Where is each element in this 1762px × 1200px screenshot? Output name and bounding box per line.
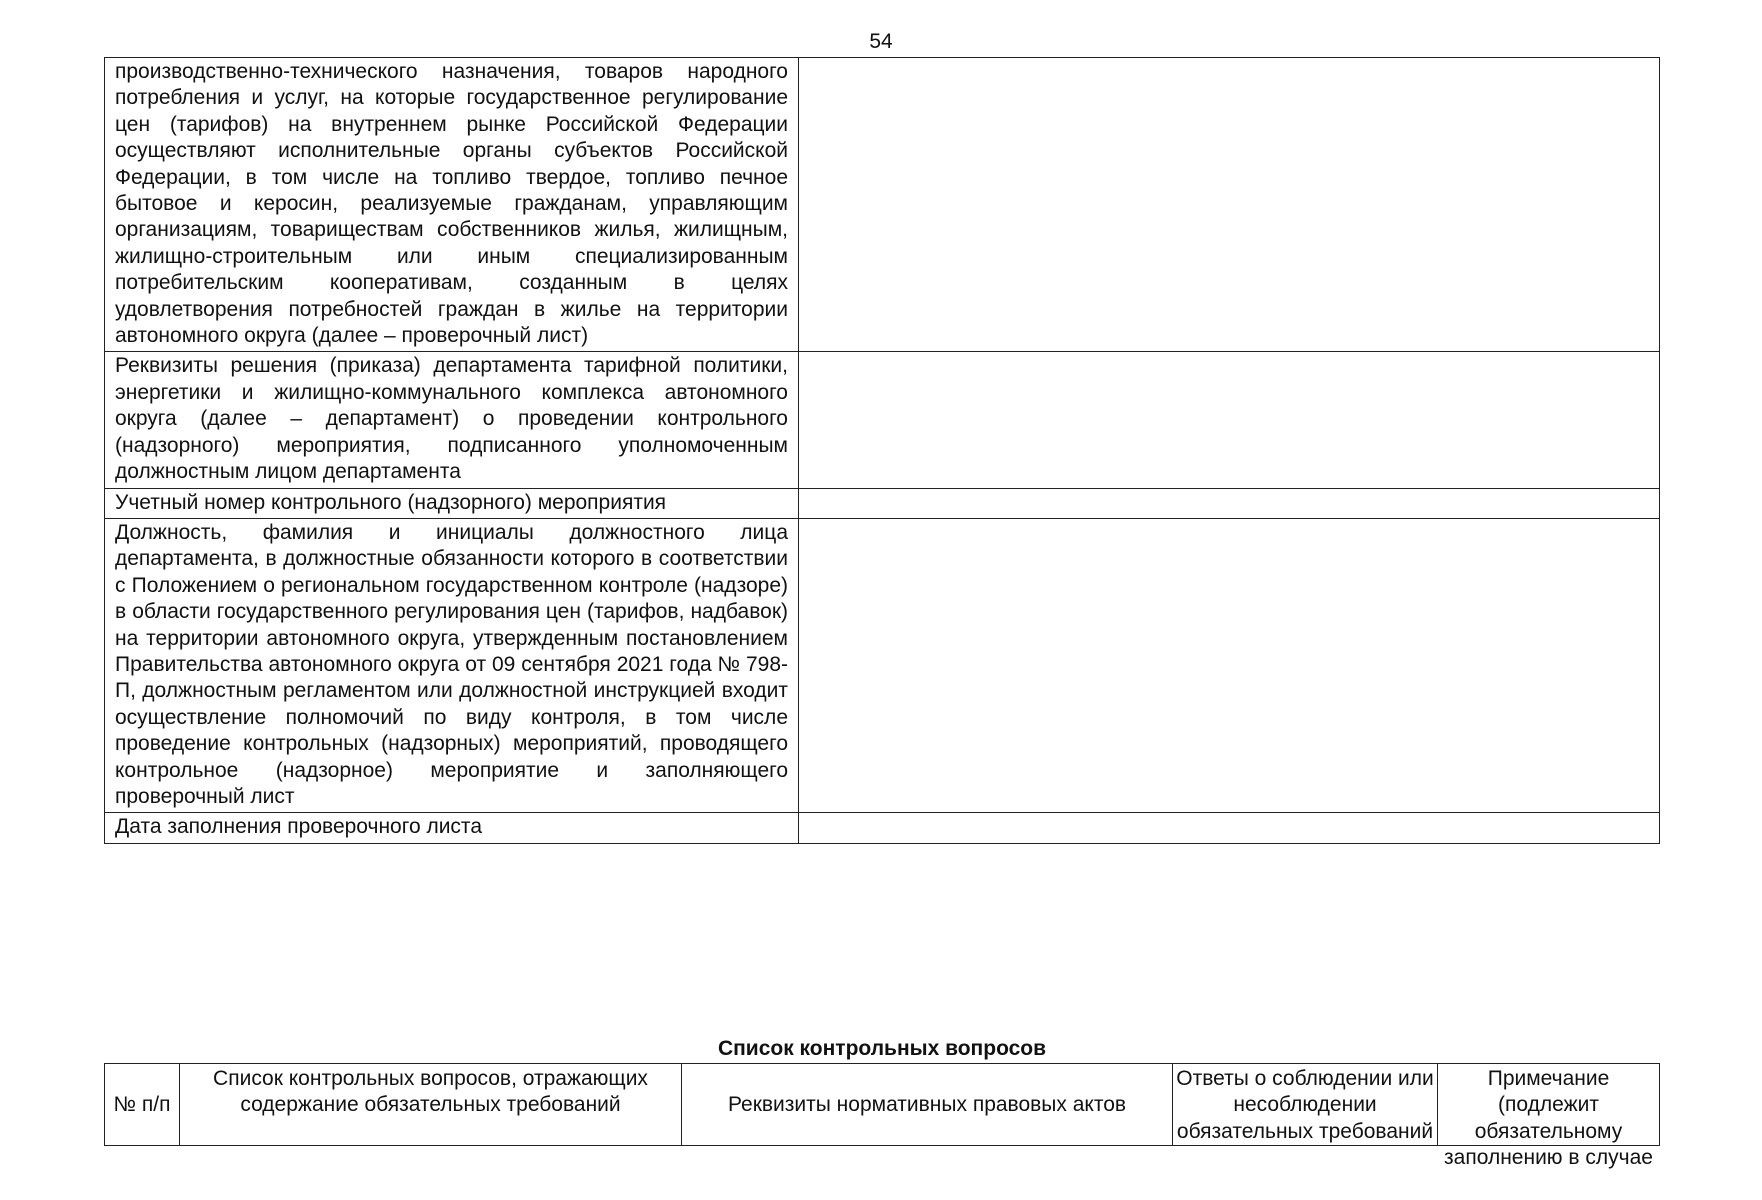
questions-list-title: Список контрольных вопросов [717, 1037, 1047, 1060]
column-header-number: № п/п [105, 1064, 180, 1146]
table-row [105, 813, 1660, 843]
column-header-note: Примечание (подлежит обязательному заполнению в случае [1438, 1064, 1660, 1146]
row-value-order-details[interactable] [799, 352, 1660, 488]
row-label-official: Должность, фамилия и инициалы должностного лица департамента, в должностные обязанности которого в соответствии с Положением о региональном государственном контроле (надзоре) в области государственного регулирования цен (тарифов, надбавок) на территории автономного округа, утвержденным постановлением Правительства автономного округа от 09 сентября 2021 года № 798-П, должностным регламентом или должностной инструкцией входит осуществление полномочий по виду контроля, в том числе проведение контрольных (надзорных) мероприятий, проводящего контрольное (надзорное) мероприятие и заполняющего проверочный лист [105, 518, 799, 812]
row-value-fill-date[interactable] [799, 813, 1660, 843]
column-header-legal-acts: Реквизиты нормативных правовых актов [682, 1064, 1173, 1146]
row-label-purpose: производственно-технического назначения, товаров народного потребления и услуг, на которые государственное регулирование цен (тарифов) на внутреннем рынке Российской Федерации осуществляют исполнительные органы субъектов Российской Федерации, в том числе на топливо твердое, топливо печное бытовое и керосин, реализуемые гражданам, управляющим организациям, товариществам собственников жилья, жилищным, жилищно-строительным или иным специализированным потребительским кооперативам, созданным в целях удовлетворения потребностей граждан в жилье на территории автономного округа (далее – проверочный лист) [105, 58, 799, 352]
row-label-fill-date: Дата заполнения проверочного листа [105, 813, 799, 843]
page-number: 54 [869, 30, 893, 53]
row-label-order-details: Реквизиты решения (приказа) департамента тарифной политики, энергетики и жилищно-коммунального комплекса автономного округа (далее – департамент) о проведении контрольного (надзорного) мероприятия, подписанного уполномоченным должностным лицом департамента [105, 352, 799, 488]
inspection-info-table [104, 57, 1660, 844]
row-value-official[interactable] [799, 518, 1660, 812]
column-header-answers: Ответы о соблюдении или несоблюдении обязательных требований [1173, 1064, 1438, 1146]
column-header-questions: Список контрольных вопросов, отражающих содержание обязательных требований [180, 1064, 682, 1146]
row-value-purpose[interactable] [799, 58, 1660, 352]
table-row [105, 58, 1660, 352]
table-row [105, 518, 1660, 812]
table-row [105, 488, 1660, 518]
row-value-registration-number[interactable] [799, 488, 1660, 518]
row-label-registration-number: Учетный номер контрольного (надзорного) мероприятия [105, 488, 799, 518]
questions-table [104, 1063, 1660, 1170]
table-header-row [105, 1064, 1660, 1146]
table-row [105, 352, 1660, 488]
